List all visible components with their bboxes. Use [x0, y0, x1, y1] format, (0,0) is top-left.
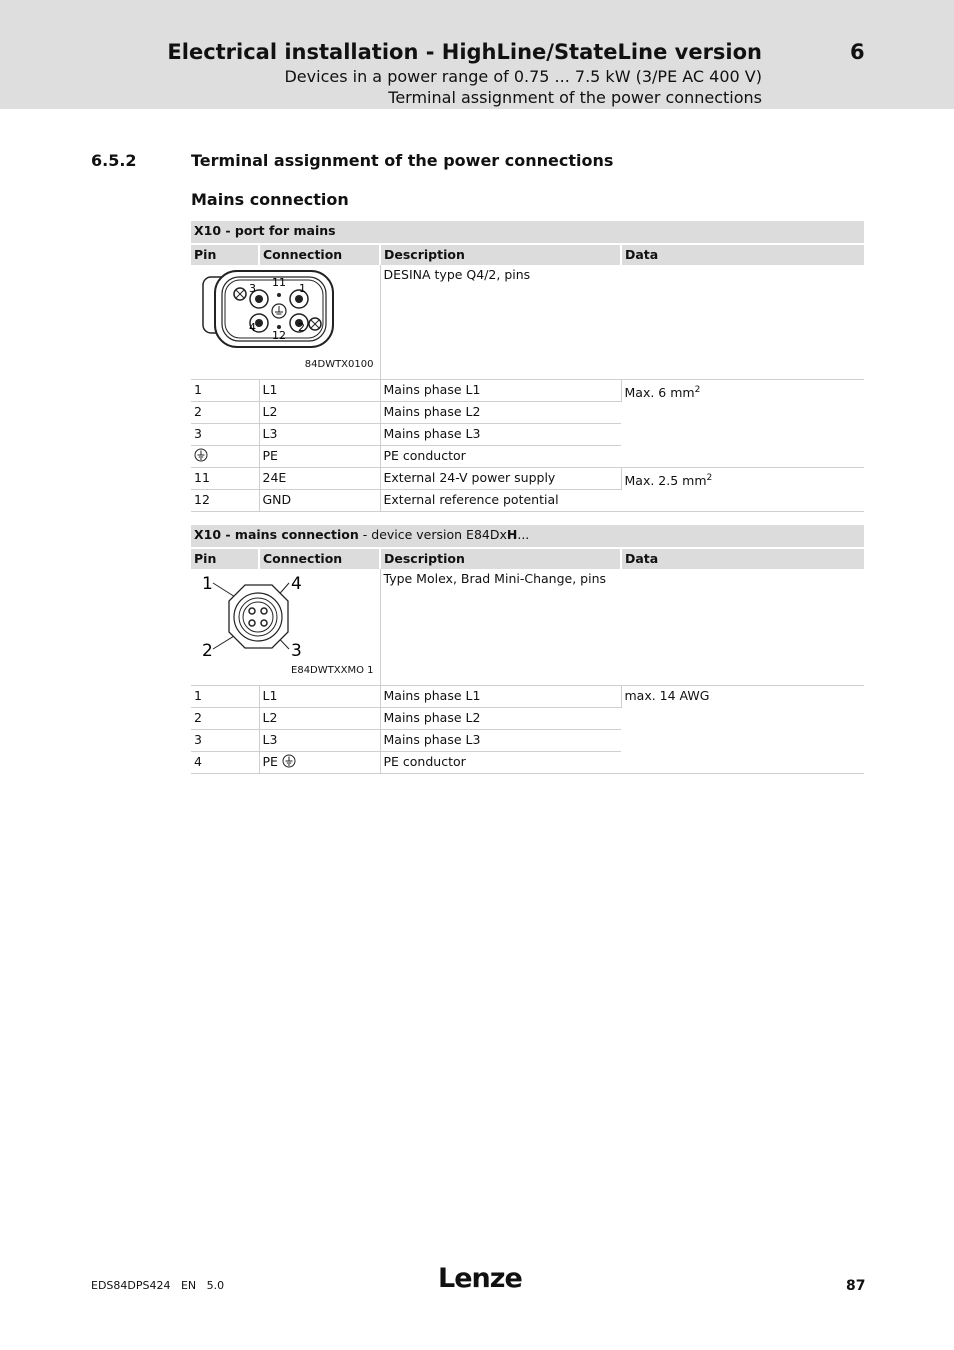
connection-text: PE: [262, 754, 278, 769]
description-cell: External reference potential: [380, 490, 621, 512]
column-header: Pin: [191, 244, 259, 265]
header-subtitle-2: Terminal assignment of the power connections: [388, 88, 762, 107]
pin-label: 1: [299, 282, 306, 295]
connection-cell: L2: [259, 402, 380, 424]
pin-label: 12: [272, 329, 286, 342]
column-header: Description: [380, 244, 621, 265]
pin-label: 3: [249, 282, 256, 295]
chapter-number: 6: [850, 40, 865, 64]
connection-cell: 24E: [259, 468, 380, 490]
figure-caption: E84DWTXXMO 1: [291, 665, 374, 676]
figure-caption: 84DWTX0100: [304, 359, 374, 370]
pin-label: 3: [291, 641, 302, 661]
subsection-heading: Mains connection: [191, 190, 349, 209]
pin-cell: 12: [191, 490, 259, 512]
figure-description: Type Molex, Brad Mini-Change, pins: [380, 569, 864, 686]
figure-description: DESINA type Q4/2, pins: [380, 265, 864, 380]
description-cell: Mains phase L1: [380, 686, 621, 708]
table-title: [191, 525, 864, 548]
pin-label: 11: [272, 276, 286, 289]
pin-label: 2: [298, 321, 305, 334]
column-header: Pin: [191, 548, 259, 569]
header-subtitle-1: Devices in a power range of 0.75 ... 7.5 kW (3/PE AC 400 V): [284, 67, 762, 86]
pin-label: 1: [202, 574, 213, 594]
header-title: Electrical installation - HighLine/StateLine version: [167, 40, 762, 64]
data-value: Max. 2.5 mm: [624, 473, 707, 489]
description-cell: Mains phase L3: [380, 730, 621, 752]
ground-icon: [194, 448, 208, 462]
pin-label: 4: [249, 321, 256, 334]
connection-cell: GND: [259, 490, 380, 512]
table-title-mid: - device version E84Dx: [358, 527, 507, 542]
table-x10-mains: [191, 525, 864, 774]
table-row: [191, 380, 864, 402]
connection-cell: L2: [259, 708, 380, 730]
connection-cell: PE: [259, 446, 380, 468]
table-title-end: ...: [517, 527, 530, 542]
column-header: Connection: [259, 548, 380, 569]
pin-label: 4: [291, 574, 302, 594]
page-number: 87: [846, 1278, 866, 1294]
document-id: EDS84DPS424 EN 5.0: [91, 1279, 225, 1292]
pin-label: 2: [202, 641, 213, 661]
data-superscript: 2: [706, 473, 713, 483]
pin-cell: 2: [191, 708, 259, 730]
connector-figure: [191, 569, 380, 686]
section-number: 6.5.2: [91, 151, 137, 170]
pin-cell: 3: [191, 424, 259, 446]
description-cell: PE conductor: [380, 446, 621, 468]
pin-cell: 11: [191, 468, 259, 490]
column-header: Data: [621, 548, 864, 569]
connection-cell: L1: [259, 686, 380, 708]
pin-cell: 1: [191, 686, 259, 708]
column-header: Data: [621, 244, 864, 265]
description-cell: Mains phase L2: [380, 708, 621, 730]
table-row: [191, 686, 864, 708]
description-cell: Mains phase L2: [380, 402, 621, 424]
connection-cell: [259, 752, 380, 774]
pin-cell: 4: [191, 752, 259, 774]
table-title-bold: X10 - mains connection: [194, 527, 359, 542]
pin-cell: [191, 446, 259, 468]
description-cell: Mains phase L1: [380, 380, 621, 402]
table-row: [191, 468, 864, 490]
data-superscript: 2: [694, 385, 701, 395]
lenze-logo: Lenze: [438, 1263, 522, 1294]
description-cell: External 24-V power supply: [380, 468, 621, 490]
connection-cell: L1: [259, 380, 380, 402]
table-title: X10 - port for mains: [191, 221, 864, 244]
connector-figure: [191, 265, 380, 380]
data-cell: [621, 380, 864, 468]
table-x10-port: [191, 221, 864, 512]
section-title: Terminal assignment of the power connections: [191, 151, 614, 170]
data-value: Max. 6 mm: [624, 385, 695, 401]
column-header: Description: [380, 548, 621, 569]
connection-cell: L3: [259, 424, 380, 446]
ground-icon: [282, 754, 296, 768]
description-cell: PE conductor: [380, 752, 621, 774]
data-cell: [621, 468, 864, 512]
pin-cell: 2: [191, 402, 259, 424]
description-cell: Mains phase L3: [380, 424, 621, 446]
data-cell: max. 14 AWG: [621, 686, 864, 774]
table-title-bold-2: H: [506, 527, 518, 542]
pin-cell: 3: [191, 730, 259, 752]
pin-cell: 1: [191, 380, 259, 402]
connection-cell: L3: [259, 730, 380, 752]
column-header: Connection: [259, 244, 380, 265]
